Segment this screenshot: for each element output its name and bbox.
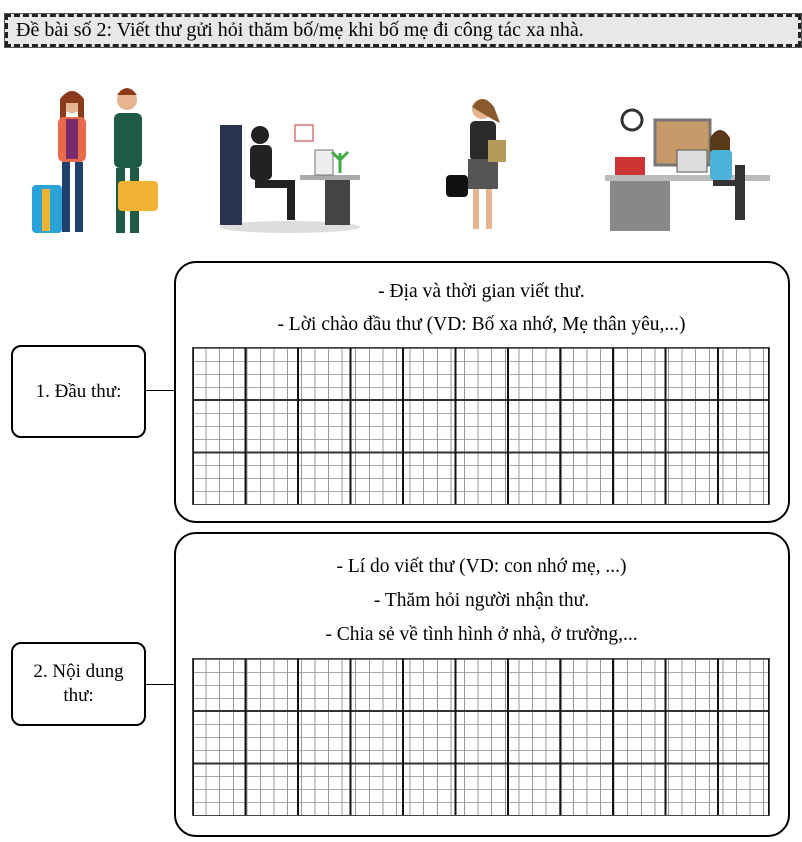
- section-label-text: thư:: [63, 685, 94, 706]
- section-label-opening: [11, 345, 146, 438]
- hint-text: - Lí do viết thư (VD: con nhớ mẹ, ...): [336, 556, 627, 577]
- assignment-title: Đề bài số 2: Viết thư gửi hỏi thăm bố/mẹ khi bố mẹ đi công tác xa nhà.: [5, 14, 801, 47]
- section-label-text: 2. Nội dung: [33, 661, 124, 682]
- office-desk-illustration: [595, 105, 785, 235]
- travelers-illustration: [20, 85, 165, 245]
- writing-grid-opening[interactable]: [192, 347, 770, 505]
- hint-text: - Chia sẻ về tình hình ở nhà, ở trường,...: [325, 624, 638, 645]
- section-label-body: [11, 642, 146, 726]
- writing-grid-body[interactable]: [192, 658, 770, 816]
- office-worker-illustration: [215, 115, 365, 235]
- hint-text: - Địa và thời gian viết thư.: [378, 281, 585, 302]
- connector-line: [145, 390, 175, 391]
- connector-line: [145, 684, 175, 685]
- businesswoman-illustration: [440, 95, 520, 235]
- hint-text: - Thăm hỏi người nhận thư.: [373, 590, 590, 611]
- hint-text: - Lời chào đầu thư (VD: Bố xa nhớ, Mẹ thân yêu,...): [277, 314, 686, 335]
- section-label-text: 1. Đầu thư:: [35, 380, 122, 402]
